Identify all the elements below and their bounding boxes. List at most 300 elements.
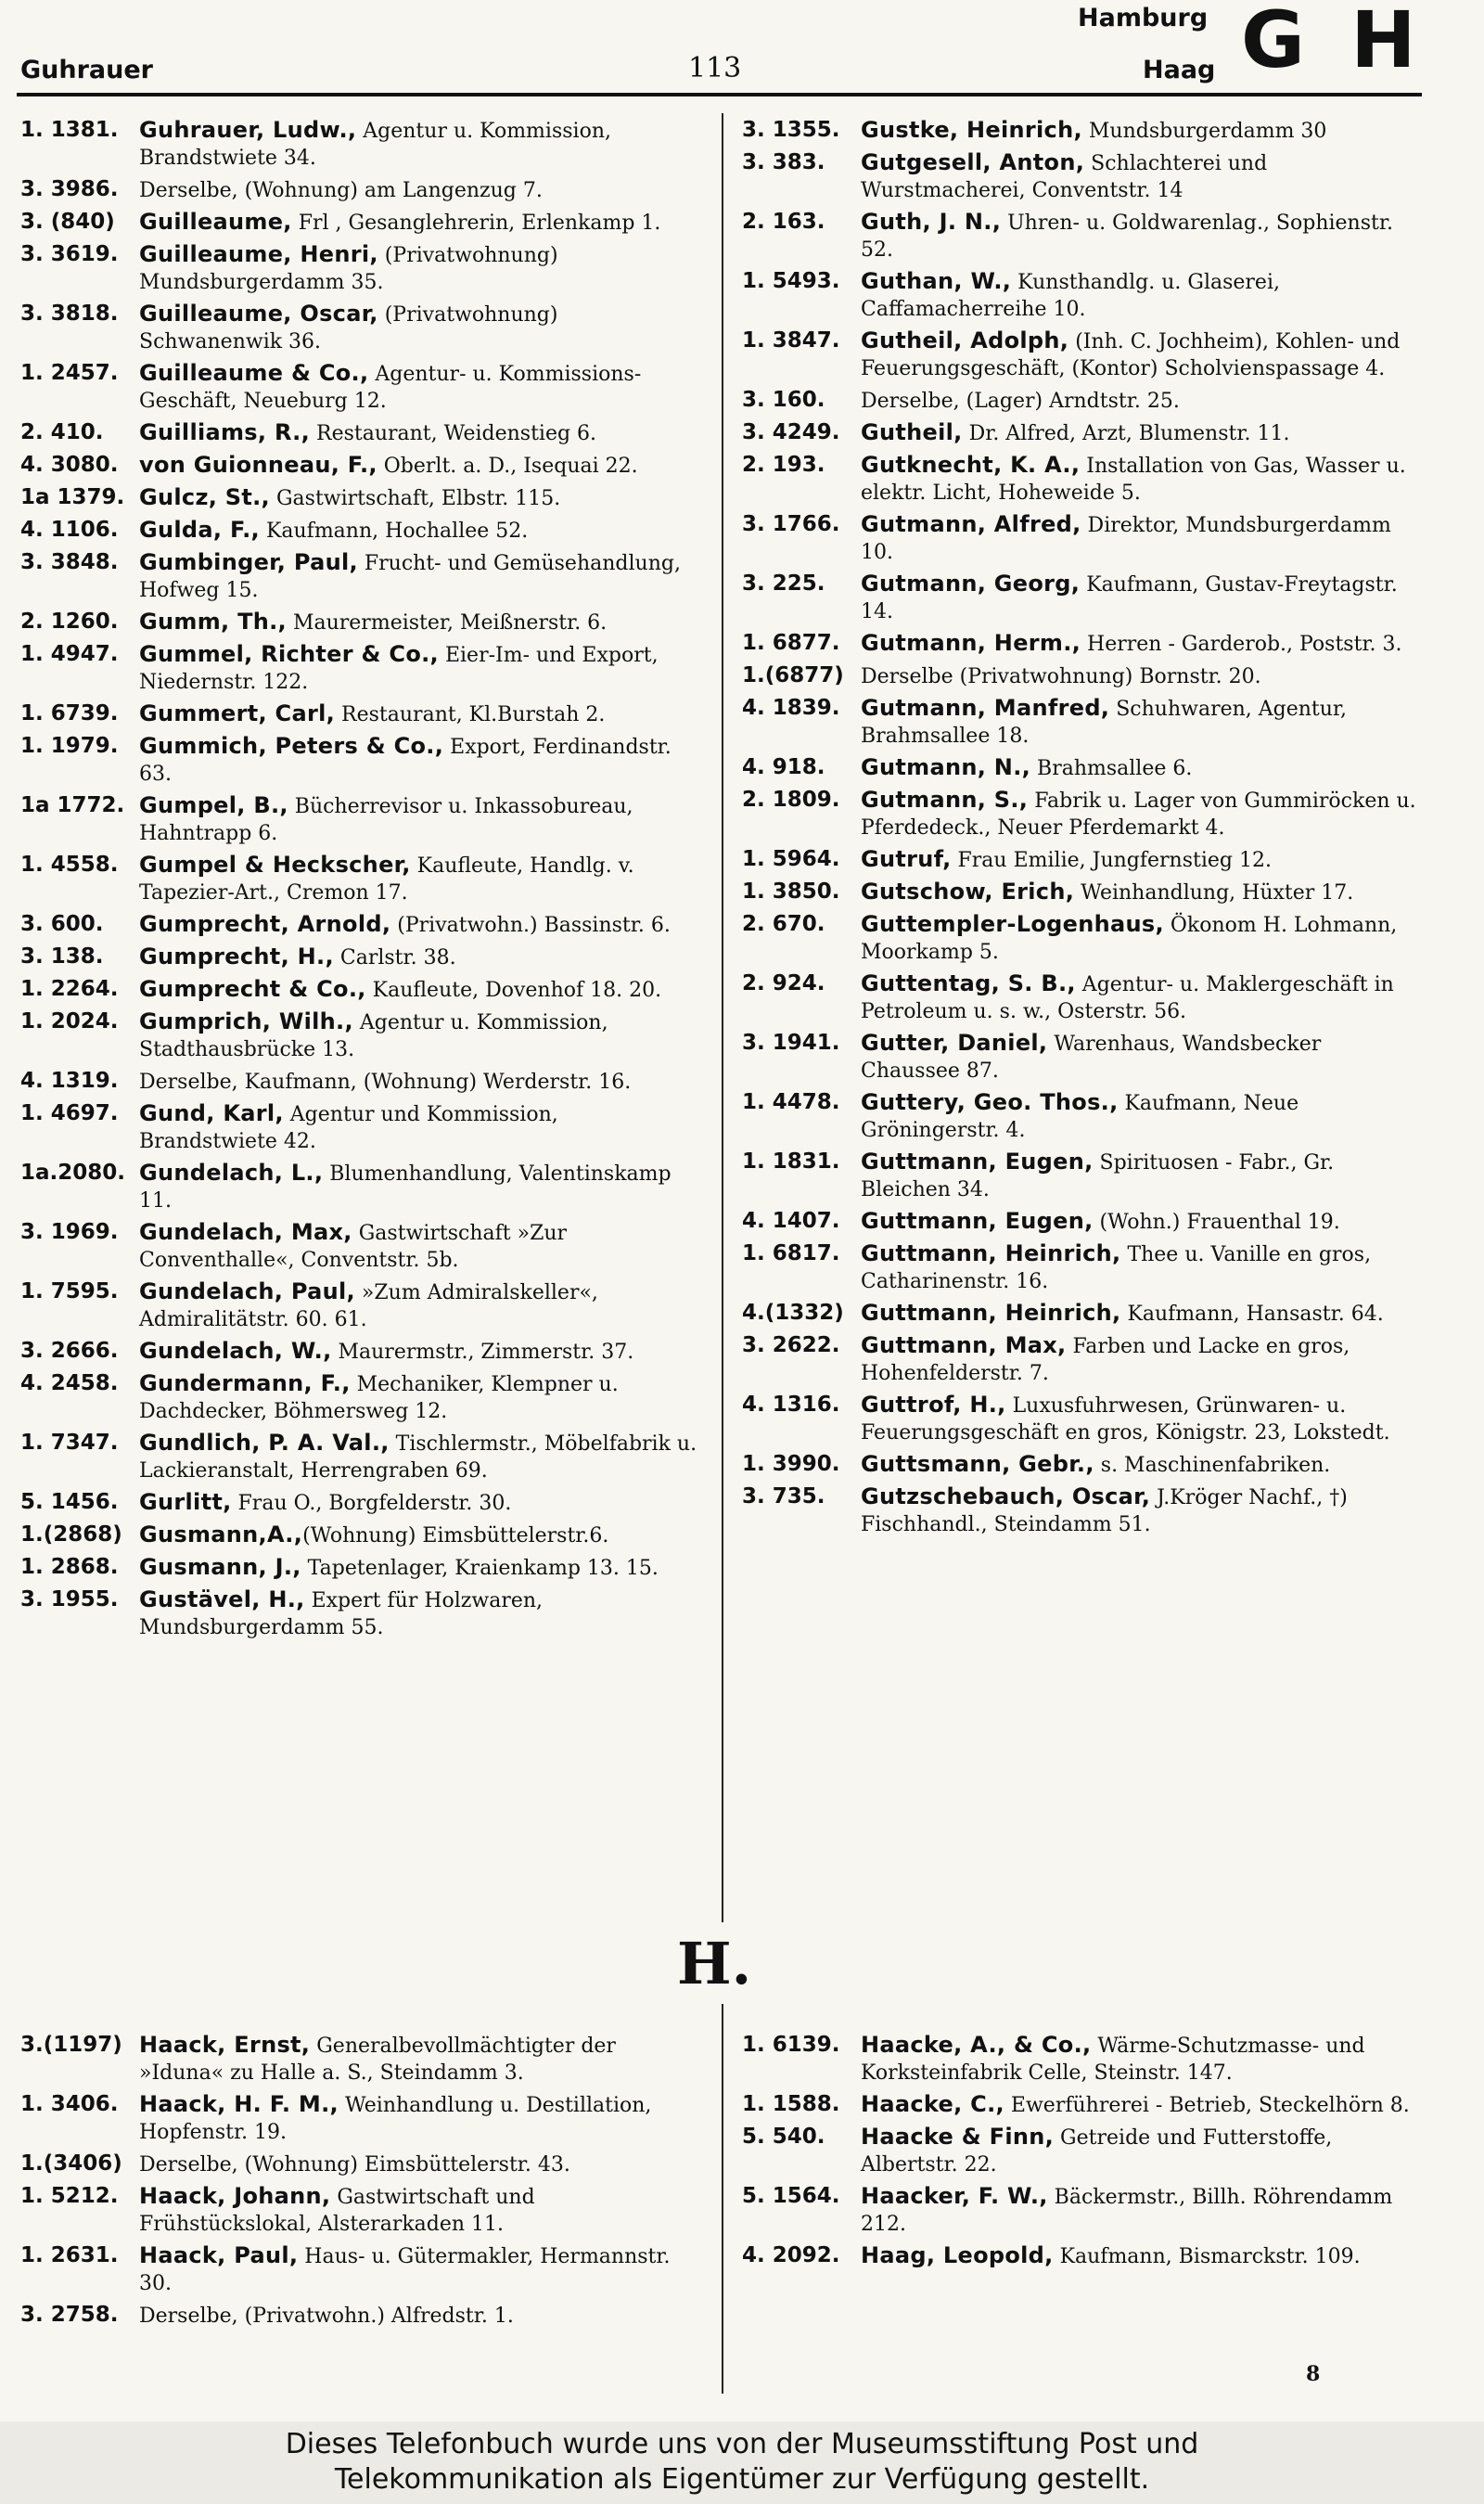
directory-entry (742, 787, 1424, 841)
entry-details: Agentur und Kommission, Brandstwiete 42. (139, 1103, 558, 1153)
directory-entry (742, 1300, 1424, 1328)
entry-details: J.Kröger Nachf., †) Fischhandl., Steindamm 51. (861, 1486, 1348, 1536)
phone-number: 1. 6739. (20, 701, 119, 726)
entry-details: Kaufleute, Handlg. v. Tapezier-Art., Cremon 17. (139, 854, 634, 905)
phone-number: 1. 3847. (742, 328, 840, 353)
entry-name: Gutruf, (861, 846, 952, 872)
directory-entry (20, 1219, 702, 1274)
phone-number: 1. 3406. (20, 2092, 119, 2116)
directory-entry (742, 117, 1424, 145)
entry-details: Weinhandlung, Hüxter 17. (1074, 881, 1354, 905)
directory-entry (742, 846, 1424, 874)
right-column-h (742, 2032, 1424, 2275)
phone-number: 3. 1969. (20, 1220, 119, 1244)
entry-name: Gundelach, Max, (139, 1219, 352, 1245)
entry-details: Ökonom H. Lohmann, Moorkamp 5. (861, 914, 1398, 964)
entry-name: Guthan, W., (861, 268, 1012, 294)
entry-details: Herren - Garderob., Poststr. 3. (1081, 633, 1402, 656)
entry-details: Derselbe, (Wohnung) Eimsbüttelerstr. 43. (139, 2153, 570, 2177)
entry-name: Gurlitt, (139, 1489, 232, 1515)
entry-name: Gutknecht, K. A., (861, 452, 1081, 478)
directory-entry (742, 970, 1424, 1025)
directory-entry (742, 2124, 1424, 2178)
entry-details: Maurermeister, Meißnerstr. 6. (286, 611, 608, 635)
entry-details: Gastwirtschaft und Frühstückslokal, Alsterarkaden 11. (139, 2186, 535, 2236)
phone-number: 1. 1588. (742, 2092, 840, 2116)
phone-number: 3. 138. (20, 944, 104, 969)
directory-entry (20, 1370, 702, 1425)
entry-name: Gummich, Peters & Co., (139, 733, 444, 759)
entry-details: Bücherrevisor u. Inkassobureau, Hahntrapp 6. (139, 795, 633, 845)
page-number: 113 (688, 52, 742, 84)
phone-number: 5. 1564. (742, 2184, 840, 2208)
entry-details: Tischlermstr., Möbelfabrik u. Lackieranstalt, Herrengraben 69. (139, 1432, 697, 1483)
entry-name: Guilliams, R., (139, 419, 311, 445)
directory-entry (742, 1208, 1424, 1236)
entry-details: Uhren- u. Goldwarenlag., Sophienstr. 52. (861, 212, 1393, 262)
entry-details: Restaurant, Kl.Burstah 2. (335, 703, 606, 726)
entry-name: Haacke & Finn, (861, 2124, 1055, 2150)
phone-number: 2. 1260. (20, 610, 119, 634)
phone-number: 3. 4249. (742, 420, 840, 444)
phone-number: 1. 3850. (742, 880, 840, 904)
phone-number: 1a 1379. (20, 485, 125, 509)
directory-entry (20, 1489, 702, 1517)
entry-name: Gundlich, P. A. Val., (139, 1430, 390, 1456)
entry-name: Gumpel, B., (139, 792, 288, 818)
directory-entry (20, 419, 702, 447)
entry-details: Schlachterei und Wurstmacherei, Conventstr. 14 (861, 152, 1268, 202)
directory-entry (20, 1100, 702, 1155)
left-column (20, 117, 702, 1646)
section-heading: H. (677, 1930, 752, 1997)
entry-name: Haacke, A., & Co., (861, 2032, 1092, 2058)
entry-details: (Privatwohnung) Schwanenwik 36. (139, 303, 558, 353)
entry-details: Kaufmann, Bismarckstr. 109. (1053, 2245, 1361, 2268)
phone-number: 3. 600. (20, 912, 104, 936)
phone-number: 1. 4478. (742, 1090, 840, 1114)
entry-details: Maurermstr., Zimmerstr. 37. (331, 1341, 634, 1364)
directory-entry (742, 1483, 1424, 1538)
directory-entry (742, 1240, 1424, 1295)
phone-number: 2. 163. (742, 210, 825, 234)
directory-entry (742, 511, 1424, 566)
header-letters: G H (1241, 0, 1426, 85)
phone-number: 1. 5964. (742, 847, 840, 871)
entry-details: Derselbe, Kaufmann, (Wohnung) Werderstr. 16. (139, 1071, 632, 1094)
entry-name: Guilleaume, Oscar, (139, 301, 378, 327)
entry-details: Kunsthandlg. u. Glaserei, Caffamacherreihe 10. (861, 271, 1280, 321)
phone-number: 4. 2458. (20, 1371, 119, 1395)
entry-details: Agentur- u. Maklergeschäft in Petroleum u. s. w., Osterstr. 56. (861, 973, 1394, 1023)
directory-entry (742, 452, 1424, 507)
phone-number: 1. 2264. (20, 977, 119, 1001)
entry-details: Kaufleute, Dovenhof 18. 20. (365, 979, 662, 1002)
entry-name: Gutmann, Manfred, (861, 695, 1110, 721)
entry-name: Haack, Johann, (139, 2183, 331, 2209)
phone-number: 3. 2758. (20, 2303, 119, 2327)
entry-details: Frau O., Borgfelderstr. 30. (231, 1492, 512, 1515)
entry-name: Guttmann, Eugen, (861, 1208, 1094, 1234)
entry-details: Agentur u. Kommission, Stadthausbrücke 13. (139, 1011, 608, 1061)
directory-entry (742, 1030, 1424, 1085)
entry-name: Guilleaume, (139, 209, 292, 235)
entry-name: Gulcz, St., (139, 484, 270, 510)
entry-details: Generalbevollmächtigter der »Iduna« zu Halle a. S., Steindamm 3. (139, 2035, 616, 2085)
header-rule (17, 93, 1422, 96)
phone-number: 1. 1979. (20, 734, 119, 758)
entry-name: Gumpel & Heckscher, (139, 852, 411, 878)
entry-details: Spirituosen - Fabr., Gr. Bleichen 34. (861, 1151, 1335, 1201)
entry-details: Expert für Holzwaren, Mundsburgerdamm 55. (139, 1589, 544, 1639)
entry-name: Haack, H. F. M., (139, 2091, 339, 2117)
directory-entry (20, 976, 702, 1004)
entry-name: Gulda, F., (139, 517, 260, 543)
entry-name: Gutmann, Herm., (861, 630, 1081, 656)
directory-entry (20, 792, 702, 847)
entry-details: Derselbe, (Lager) Arndtstr. 25. (861, 390, 1180, 413)
directory-entry (742, 1451, 1424, 1479)
phone-number: 4. 3080. (20, 453, 119, 477)
phone-number: 1a 1772. (20, 793, 125, 817)
entry-name: Gutmann, Georg, (861, 571, 1081, 597)
phone-number: 3. 1941. (742, 1031, 840, 1055)
entry-name: Gumprecht & Co., (139, 976, 366, 1002)
directory-entry (20, 301, 702, 355)
entry-name: Haack, Paul, (139, 2242, 299, 2268)
entry-name: Gundermann, F., (139, 1370, 351, 1396)
entry-details: Frau Emilie, Jungfernstieg 12. (951, 849, 1272, 872)
header-last-name: Haag (1143, 56, 1216, 84)
header-first-name: Guhrauer (20, 56, 153, 84)
directory-entry (20, 484, 702, 512)
entry-details: (Inh. C. Jochheim), Kohlen- und Feuerungsgeschäft, (Kontor) Scholvienspassage 4. (861, 330, 1401, 380)
directory-entry (742, 268, 1424, 323)
directory-entry (20, 209, 702, 237)
directory-entry (742, 1332, 1424, 1387)
entry-name: Haag, Leopold, (861, 2242, 1054, 2268)
entry-details: Brahmsallee 6. (1030, 757, 1193, 780)
directory-entry (20, 700, 702, 728)
phone-number: 3.(1197) (20, 2033, 122, 2057)
directory-entry (742, 2032, 1424, 2087)
entry-name: Guttrof, H., (861, 1392, 1006, 1418)
directory-entry (742, 1392, 1424, 1446)
entry-name: Guttmann, Max, (861, 1332, 1067, 1358)
entry-name: Gundelach, Paul, (139, 1278, 355, 1304)
directory-entry (20, 452, 702, 480)
directory-entry (20, 1068, 702, 1096)
entry-name: Guttempler-Logenhaus, (861, 911, 1164, 937)
phone-number: 3. 225. (742, 571, 825, 596)
phone-number: 4. 1839. (742, 696, 840, 720)
phone-number: 1.(2868) (20, 1522, 122, 1547)
phone-number: 5. 540. (742, 2125, 825, 2149)
entry-details: (Wohnung) Eimsbüttelerstr.6. (302, 1524, 609, 1547)
entry-name: Guttmann, Heinrich, (861, 1240, 1121, 1266)
entry-name: Guttmann, Heinrich, (861, 1300, 1121, 1326)
phone-number: 1. 2631. (20, 2243, 119, 2267)
phone-number: 5. 1456. (20, 1490, 119, 1514)
entry-name: Gutmann, S., (861, 787, 1029, 813)
phone-number: 1.(3406) (20, 2151, 122, 2176)
entry-details: Bäckermstr., Billh. Röhrendamm 212. (861, 2186, 1393, 2236)
directory-entry (742, 419, 1424, 447)
entry-details: Direktor, Mundsburgerdamm 10. (861, 514, 1391, 564)
entry-name: Gutgesell, Anton, (861, 149, 1085, 175)
phone-number: 3. 383. (742, 150, 825, 174)
phone-number: 2. 670. (742, 912, 825, 936)
entry-name: Gusmann, J., (139, 1554, 301, 1580)
phone-number: 3. 160. (742, 388, 825, 412)
entry-details: Haus- u. Gütermakler, Hermannstr. 30. (139, 2245, 671, 2295)
folio-number: 8 (1306, 2362, 1321, 2386)
entry-name: Gumprich, Wilh., (139, 1008, 353, 1034)
entry-details: Gastwirtschaft, Elbstr. 115. (269, 487, 561, 510)
phone-number: 1. 2457. (20, 361, 119, 385)
phone-number: 4. 1106. (20, 518, 119, 542)
directory-entry (20, 911, 702, 939)
entry-details: (Privatwohn.) Bassinstr. 6. (390, 914, 671, 937)
entry-name: Guilleaume & Co., (139, 360, 369, 386)
entry-details: Luxusfuhrwesen, Grünwaren- u. Feuerungsgeschäft en gros, Königstr. 23, Lokstedt. (861, 1394, 1390, 1445)
directory-entry (742, 630, 1424, 658)
entry-details: Tapetenlager, Kraienkamp 13. 15. (301, 1557, 659, 1580)
entry-name: Gumbinger, Paul, (139, 549, 358, 575)
entry-name: Haacker, F. W., (861, 2183, 1048, 2209)
directory-entry (20, 1278, 702, 1333)
entry-name: Gutmann, N., (861, 754, 1031, 780)
phone-number: 3. 3848. (20, 550, 119, 574)
directory-entry (20, 609, 702, 636)
entry-details: Kaufmann, Neue Gröningerstr. 4. (861, 1092, 1299, 1142)
entry-details: Installation von Gas, Wasser u. elektr. Licht, Hoheweide 5. (861, 455, 1406, 505)
entry-details: Agentur u. Kommission, Brandstwiete 34. (139, 120, 611, 170)
directory-entry (742, 879, 1424, 906)
directory-entry (20, 1554, 702, 1582)
directory-entry (742, 695, 1424, 750)
entry-name: Gundelach, L., (139, 1160, 324, 1186)
directory-entry (742, 754, 1424, 782)
directory-entry (20, 1522, 702, 1549)
entry-name: Gutheil, (861, 419, 963, 445)
entry-details: Getreide und Futterstoffe, Albertstr. 22. (861, 2126, 1333, 2177)
phone-number: 3. 2666. (20, 1339, 119, 1363)
directory-entry (20, 1586, 702, 1641)
entry-name: Gutmann, Alfred, (861, 511, 1081, 537)
entry-details: Carlstr. 38. (333, 946, 456, 969)
footer-note (0, 2421, 1484, 2504)
entry-name: Gummel, Richter & Co., (139, 641, 439, 667)
directory-entry (742, 327, 1424, 382)
directory-entry (20, 944, 702, 971)
entry-name: Guttmann, Eugen, (861, 1149, 1094, 1175)
directory-entry (20, 2091, 702, 2146)
entry-name: Guttery, Geo. Thos., (861, 1089, 1119, 1115)
directory-entry (20, 360, 702, 415)
left-column-h (20, 2032, 702, 2334)
entry-name: Gutzschebauch, Oscar, (861, 1483, 1151, 1509)
directory-entry (20, 2151, 702, 2178)
directory-entry (742, 1089, 1424, 1144)
directory-entry (20, 517, 702, 545)
phone-number: 2. 1809. (742, 788, 840, 812)
entry-name: Haacke, C., (861, 2091, 1004, 2117)
entry-details: Weinhandlung u. Destillation, Hopfenstr. 19. (139, 2094, 652, 2144)
phone-number: 4.(1332) (742, 1301, 844, 1325)
entry-details: Frucht- und Gemüsehandlung, Hofweg 15. (139, 552, 681, 602)
directory-entry (20, 1338, 702, 1366)
entry-name: Gumm, Th., (139, 609, 287, 635)
entry-name: Gumprecht, Arnold, (139, 911, 391, 937)
phone-number: 1. 6139. (742, 2033, 840, 2057)
phone-number: 1.(6877) (742, 663, 844, 687)
phone-number: 1. 4947. (20, 642, 119, 666)
phone-number: 3. (840) (20, 210, 115, 234)
phone-number: 1. 3990. (742, 1452, 840, 1476)
phone-number: 1. 4558. (20, 853, 119, 877)
entry-details: »Zum Admiralskeller«, Admiralitätstr. 60. 61. (139, 1281, 598, 1331)
entry-details: Kaufmann, Hansastr. 64. (1120, 1303, 1384, 1326)
directory-entry (20, 2302, 702, 2330)
phone-number: 1. 1831. (742, 1149, 840, 1174)
entry-details: Kaufmann, Hochallee 52. (259, 520, 529, 543)
entry-details: Wärme-Schutzmasse- und Korksteinfabrik Celle, Steinstr. 147. (861, 2035, 1365, 2085)
phone-number: 3. 2622. (742, 1333, 840, 1357)
phone-number: 4. 918. (742, 755, 825, 779)
entry-details: Derselbe, (Wohnung) am Langenzug 7. (139, 179, 543, 202)
entry-name: Gusmann,A., (139, 1522, 303, 1547)
entry-name: Gumprecht, H., (139, 944, 334, 969)
entry-name: Guilleaume, Henri, (139, 241, 378, 267)
phone-number: 1. 2024. (20, 1009, 119, 1034)
directory-entry (742, 2091, 1424, 2119)
entry-details: Fabrik u. Lager von Gummiröcken u. Pferdedeck., Neuer Pferdemarkt 4. (861, 790, 1416, 840)
entry-details: s. Maschinenfabriken. (1094, 1454, 1331, 1477)
entry-details: Gastwirtschaft »Zur Conventhalle«, Conventstr. 5b. (139, 1222, 568, 1272)
phone-number: 1. 6877. (742, 631, 840, 655)
entry-name: Gutschow, Erich, (861, 879, 1075, 905)
entry-name: Gutter, Daniel, (861, 1030, 1048, 1056)
entry-name: Gustävel, H., (139, 1586, 305, 1612)
entry-name: Gutheil, Adolph, (861, 327, 1069, 353)
column-divider (722, 113, 723, 1922)
entry-details: Blumenhandlung, Valentinskamp 11. (139, 1162, 672, 1213)
directory-entry (742, 571, 1424, 625)
directory-entry (20, 733, 702, 788)
directory-entry (20, 241, 702, 296)
header-city: Hamburg (1078, 4, 1209, 32)
directory-entry (20, 1160, 702, 1214)
phone-number: 3. 3818. (20, 302, 119, 326)
directory-entry (742, 1149, 1424, 1203)
entry-details: Mechaniker, Klempner u. Dachdecker, Böhmersweg 12. (139, 1373, 619, 1423)
entry-details: Schuhwaren, Agentur, Brahmsallee 18. (861, 698, 1348, 748)
phone-number: 3. 3619. (20, 242, 119, 266)
entry-name: Guth, J. N., (861, 209, 1002, 235)
directory-entry (20, 1430, 702, 1484)
phone-number: 1. 7347. (20, 1431, 119, 1455)
entry-details: Derselbe (Privatwohnung) Bornstr. 20. (861, 665, 1261, 688)
phone-number: 4. 2092. (742, 2243, 840, 2267)
phone-number: 2. 193. (742, 453, 825, 477)
entry-name: von Guionneau, F., (139, 452, 377, 478)
directory-entry (20, 2242, 702, 2297)
entry-name: Gummert, Carl, (139, 700, 336, 726)
entry-details: Farben und Lacke en gros, Hohenfelderstr. 7. (861, 1335, 1350, 1385)
entry-details: Warenhaus, Wandsbecker Chaussee 87. (861, 1033, 1322, 1083)
footer-line: Dieses Telefonbuch wurde uns von der Museumsstiftung Post und (285, 2428, 1199, 2460)
right-column (742, 117, 1424, 1543)
directory-entry (20, 549, 702, 604)
phone-number: 3. 1355. (742, 118, 840, 142)
directory-entry (742, 2242, 1424, 2270)
directory-entry (20, 2183, 702, 2238)
entry-name: Guhrauer, Ludw., (139, 117, 357, 143)
entry-details: Mundsburgerdamm 30 (1081, 120, 1327, 143)
entry-name: Gustke, Heinrich, (861, 117, 1082, 143)
directory-entry (20, 852, 702, 906)
phone-number: 3. 3986. (20, 177, 119, 201)
phone-number: 4. 1319. (20, 1069, 119, 1093)
directory-entry (20, 1008, 702, 1063)
entry-details: (Wohn.) Frauenthal 19. (1093, 1211, 1340, 1234)
entry-name: Gund, Karl, (139, 1100, 284, 1126)
column-divider-lower (722, 2004, 723, 2394)
directory-entry (20, 641, 702, 696)
entry-details: (Privatwohnung) Mundsburgerdamm 35. (139, 244, 558, 294)
phone-number: 1. 6817. (742, 1241, 840, 1265)
entry-details: Export, Ferdinandstr. 63. (139, 736, 672, 786)
entry-details: Kaufmann, Gustav-Freytagstr. 14. (861, 573, 1398, 623)
directory-entry (742, 387, 1424, 415)
entry-name: Guttsmann, Gebr., (861, 1451, 1094, 1477)
phone-number: 4. 1407. (742, 1209, 840, 1233)
entry-details: Agentur- u. Kommissions-Geschäft, Neueburg 12. (139, 363, 642, 413)
directory-entry (20, 176, 702, 204)
entry-details: Thee u. Vanille en gros, Catharinenstr. 16. (861, 1243, 1372, 1293)
directory-entry (742, 911, 1424, 966)
phone-number: 2. 924. (742, 971, 825, 995)
phone-number: 3. 1955. (20, 1587, 119, 1612)
entry-name: Haack, Ernst, (139, 2032, 311, 2058)
entry-details: Ewerführerei - Betrieb, Steckelhörn 8. (1004, 2094, 1410, 2117)
footer-line: Telekommunikation als Eigentümer zur Verfügung gestellt. (334, 2463, 1150, 2496)
directory-entry (742, 2183, 1424, 2238)
phone-number: 1. 7595. (20, 1279, 119, 1303)
entry-name: Guttentag, S. B., (861, 970, 1076, 996)
entry-details: Frl , Gesanglehrerin, Erlenkamp 1. (291, 212, 661, 235)
phone-number: 1. 4697. (20, 1101, 119, 1125)
entry-details: Restaurant, Weidenstieg 6. (310, 422, 597, 445)
entry-details: Derselbe, (Privatwohn.) Alfredstr. 1. (139, 2305, 514, 2328)
phone-number: 2. 410. (20, 420, 104, 444)
phone-number: 1a.2080. (20, 1161, 126, 1185)
phone-number: 3. 1766. (742, 512, 840, 536)
directory-entry (20, 2032, 702, 2087)
entry-details: Dr. Alfred, Arzt, Blumenstr. 11. (962, 422, 1290, 445)
phone-number: 3. 735. (742, 1484, 825, 1509)
directory-entry (742, 149, 1424, 204)
phone-number: 1. 5493. (742, 269, 840, 293)
phone-number: 1. 2868. (20, 1555, 119, 1579)
entry-details: Eier-Im- und Export, Niedernstr. 122. (139, 644, 659, 694)
entry-details: Oberlt. a. D., Isequai 22. (377, 455, 638, 478)
directory-entry (20, 117, 702, 172)
phone-number: 1. 1381. (20, 118, 119, 142)
phone-number: 4. 1316. (742, 1393, 840, 1417)
directory-entry (742, 662, 1424, 690)
